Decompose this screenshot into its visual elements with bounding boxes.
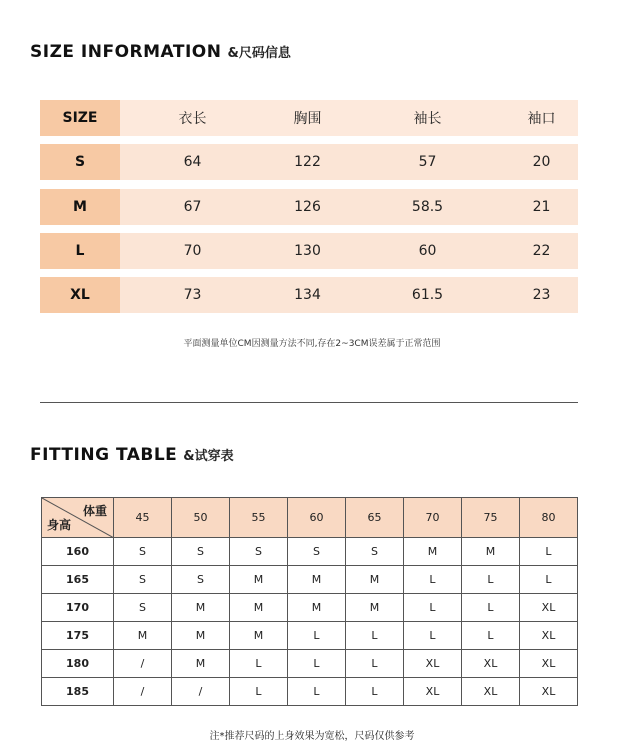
fit-cell: M — [114, 622, 172, 650]
fit-cell: XL — [520, 678, 578, 706]
size-value: 73 — [183, 287, 202, 303]
size-header-col: 袖口 — [527, 111, 556, 127]
size-value: 130 — [294, 243, 321, 259]
size-row — [40, 144, 578, 180]
size-value: 61.5 — [411, 287, 444, 303]
fit-cell: L — [230, 678, 288, 706]
weight-header: 80 — [520, 498, 578, 538]
size-value: 67 — [183, 199, 202, 215]
fitting-row — [42, 594, 578, 622]
fit-cell: L — [462, 622, 520, 650]
weight-header: 70 — [404, 498, 462, 538]
fitting-row — [42, 538, 578, 566]
fit-cell: / — [114, 650, 172, 678]
fit-cell: L — [288, 678, 346, 706]
size-value: 22 — [532, 243, 551, 259]
fitting-header-row — [42, 498, 578, 538]
size-value: 122 — [294, 154, 321, 170]
height-label: 180 — [42, 650, 114, 678]
fit-cell: L — [462, 566, 520, 594]
fit-cell: XL — [520, 650, 578, 678]
size-label: M — [40, 189, 120, 225]
weight-header: 60 — [288, 498, 346, 538]
fit-cell: S — [114, 566, 172, 594]
fitting-row — [42, 678, 578, 706]
measurement-note: 平面测量单位CM因测量方法不同,存在2~3CM误差属于正常范围 — [183, 339, 441, 349]
fit-cell: M — [172, 594, 230, 622]
fit-cell: / — [172, 678, 230, 706]
fit-cell: M — [172, 650, 230, 678]
size-row — [40, 233, 578, 269]
section-divider — [40, 402, 578, 403]
fit-cell: S — [288, 538, 346, 566]
fit-cell: L — [288, 650, 346, 678]
weight-header: 50 — [172, 498, 230, 538]
size-label: XL — [40, 277, 120, 313]
fit-cell: L — [404, 594, 462, 622]
fitting-row — [42, 622, 578, 650]
corner-weight-label: 体重 — [82, 504, 107, 518]
fit-cell: M — [462, 538, 520, 566]
size-value: 57 — [418, 154, 437, 170]
size-header-col: 衣长 — [178, 111, 207, 127]
size-information-title — [30, 42, 291, 62]
height-label: 175 — [42, 622, 114, 650]
fit-cell: S — [346, 538, 404, 566]
fitting-table-title-en: FITTING TABLE — [30, 445, 178, 465]
fit-cell: M — [288, 566, 346, 594]
fit-cell: XL — [520, 622, 578, 650]
size-value: 20 — [532, 154, 551, 170]
weight-header: 65 — [346, 498, 404, 538]
fit-cell: M — [172, 622, 230, 650]
size-value: 70 — [183, 243, 202, 259]
size-value: 134 — [294, 287, 321, 303]
height-label: 165 — [42, 566, 114, 594]
size-row — [40, 277, 578, 313]
size-value: 60 — [418, 243, 437, 259]
fitting-corner-cell — [42, 498, 114, 538]
fit-cell: M — [404, 538, 462, 566]
fitting-table-title-cn: &试穿表 — [183, 449, 234, 464]
fit-cell: M — [346, 594, 404, 622]
size-row — [40, 189, 578, 225]
fit-cell: XL — [462, 650, 520, 678]
height-label: 160 — [42, 538, 114, 566]
fit-cell: S — [172, 538, 230, 566]
fit-cell: / — [114, 678, 172, 706]
fit-cell: M — [230, 622, 288, 650]
fit-cell: L — [230, 650, 288, 678]
size-information-title-en: SIZE INFORMATION — [30, 42, 222, 62]
size-value: 58.5 — [411, 199, 444, 215]
size-value: 64 — [183, 154, 202, 170]
fit-cell: M — [230, 566, 288, 594]
fit-cell: L — [346, 650, 404, 678]
size-header-col: 胸围 — [293, 111, 322, 127]
fitting-row — [42, 566, 578, 594]
fit-cell: S — [230, 538, 288, 566]
size-information-title-cn: &尺码信息 — [227, 46, 291, 61]
corner-height-label: 身高 — [47, 518, 72, 532]
fit-cell: L — [404, 566, 462, 594]
weight-header: 55 — [230, 498, 288, 538]
height-label: 185 — [42, 678, 114, 706]
size-value: 126 — [294, 199, 321, 215]
fit-cell: XL — [404, 650, 462, 678]
fit-cell: XL — [462, 678, 520, 706]
fit-cell: L — [520, 566, 578, 594]
size-value: 23 — [532, 287, 551, 303]
fit-cell: XL — [404, 678, 462, 706]
fitting-note: 注*推荐尺码的上身效果为宽松，尺码仅供参考 — [209, 731, 415, 742]
fit-cell: L — [520, 538, 578, 566]
size-table-header — [40, 100, 578, 136]
fit-cell: M — [288, 594, 346, 622]
fit-cell: L — [346, 678, 404, 706]
size-header-label: SIZE — [40, 100, 120, 136]
fit-cell: M — [230, 594, 288, 622]
size-label: L — [40, 233, 120, 269]
weight-header: 45 — [114, 498, 172, 538]
height-label: 170 — [42, 594, 114, 622]
fitting-table — [41, 497, 578, 706]
fitting-table-title — [30, 445, 234, 465]
weight-header: 75 — [462, 498, 520, 538]
fit-cell: L — [346, 622, 404, 650]
fit-cell: L — [288, 622, 346, 650]
fit-cell: XL — [520, 594, 578, 622]
fit-cell: S — [172, 566, 230, 594]
fit-cell: M — [346, 566, 404, 594]
size-value: 21 — [532, 199, 551, 215]
fit-cell: S — [114, 538, 172, 566]
fit-cell: L — [462, 594, 520, 622]
size-label: S — [40, 144, 120, 180]
fit-cell: L — [404, 622, 462, 650]
fit-cell: S — [114, 594, 172, 622]
fitting-row — [42, 650, 578, 678]
size-header-col: 袖长 — [413, 111, 442, 127]
